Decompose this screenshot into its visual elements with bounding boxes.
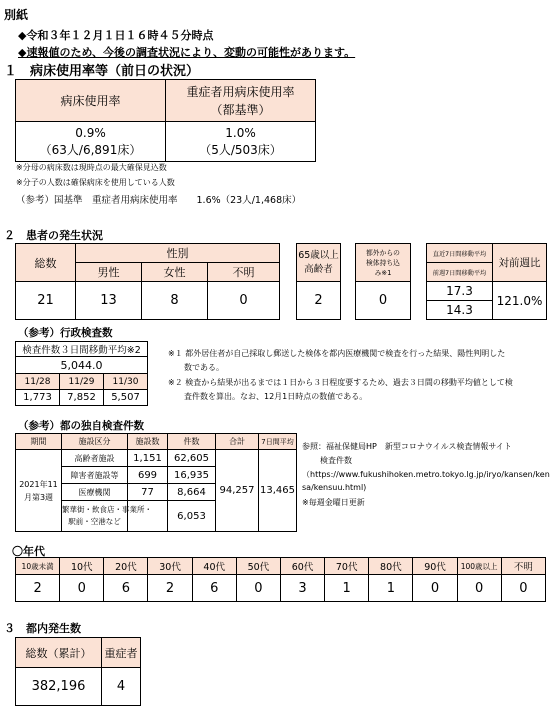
age-value: 0 bbox=[60, 575, 104, 602]
bed-usage-value: 0.9% （63人/6,891床） bbox=[16, 122, 166, 162]
age-value: 0 bbox=[501, 575, 545, 602]
avg-prev-value: 14.3 bbox=[427, 301, 493, 320]
footnote-1-line2: 数である。 bbox=[184, 363, 224, 372]
elderly-value: 2 bbox=[297, 282, 341, 320]
age-label: 60代 bbox=[280, 558, 324, 575]
cumulative-header: 総数（累計） bbox=[16, 638, 102, 668]
col-facilities-header: 施設数 bbox=[128, 434, 168, 450]
age-value: 6 bbox=[192, 575, 236, 602]
outside-table bbox=[355, 243, 411, 320]
table-row: 障害者施設等 bbox=[62, 467, 128, 484]
col-period-header: 期間 bbox=[16, 434, 62, 450]
table-row: 16,935 bbox=[168, 467, 216, 484]
admin-test-count: 1,773 bbox=[16, 390, 60, 406]
section1-title: １ 病床使用率等（前日の状況） bbox=[4, 64, 200, 79]
gender-header: 性別 bbox=[76, 244, 280, 263]
table-row: 高齢者施設 bbox=[62, 450, 128, 467]
avg-recent-value: 17.3 bbox=[427, 282, 493, 301]
bed-usage-table bbox=[15, 79, 316, 162]
admin-test-count: 5,507 bbox=[104, 390, 148, 406]
severe-bed-usage-value: 1.0% （5人/503床） bbox=[166, 122, 316, 162]
period-cell: 2021年11 月第3週 bbox=[16, 450, 62, 532]
age-value: 3 bbox=[280, 575, 324, 602]
female-value: 8 bbox=[142, 282, 208, 320]
independent-tests-title: （参考）都の独自検査件数 bbox=[18, 420, 144, 432]
admin-tests-title: （参考）行政検査数 bbox=[18, 327, 113, 339]
age-value: 1 bbox=[369, 575, 413, 602]
table-row: 77 bbox=[128, 484, 168, 501]
bed-usage-header: 病床使用率 bbox=[16, 80, 166, 122]
col-count-header: 件数 bbox=[168, 434, 216, 450]
table-row: 6,053 bbox=[168, 501, 216, 532]
age-value: 2 bbox=[16, 575, 60, 602]
age-value: 0 bbox=[236, 575, 280, 602]
reference-url-line1[interactable]: （https://www.fukushihoken.metro.tokyo.lg.jp/iryo/kansen/ken bbox=[302, 470, 550, 479]
reference-line1: 参照：福祉保健局HP 新型コロナウイルス検査情報サイト bbox=[302, 442, 512, 451]
age-label: 100歳以上 bbox=[457, 558, 501, 575]
table-row: 62,605 bbox=[168, 450, 216, 467]
col-total-header: 合計 bbox=[216, 434, 259, 450]
age-value: 6 bbox=[104, 575, 148, 602]
age-value: 1 bbox=[325, 575, 369, 602]
section2-title: ２ 患者の発生状況 bbox=[4, 229, 103, 242]
table-row: 8,664 bbox=[168, 484, 216, 501]
timestamp: ◆令和３年１２月１日１６時４５分時点 bbox=[18, 29, 214, 42]
col-avg7-header: 7日間平均 bbox=[259, 434, 297, 450]
attachment-label: 別紙 bbox=[4, 8, 29, 22]
total-cell: 94,257 bbox=[216, 450, 259, 532]
disclaimer: ◆速報値のため、今後の調査状況により、変動の可能性があります。 bbox=[18, 46, 356, 59]
avg-recent-header: 直近7日間移動平均 bbox=[427, 244, 493, 263]
moving-average-table bbox=[426, 243, 547, 320]
age-label: 10歳未満 bbox=[16, 558, 60, 575]
outside-header: 都外からの 検体持ち込 み※1 bbox=[356, 244, 411, 282]
age-label: 80代 bbox=[369, 558, 413, 575]
ratio-header: 対前週比 bbox=[493, 244, 547, 282]
note-numerator: ※分子の人数は確保病床を使用している人数 bbox=[16, 178, 175, 187]
female-header: 女性 bbox=[142, 263, 208, 282]
national-standard-reference: （参考）国基準 重症者用病床使用率 1.6%（23人/1,468床） bbox=[16, 195, 302, 206]
note-denominator: ※分母の病床数は現時点の最大確保見込数 bbox=[16, 163, 167, 172]
age-label: 90代 bbox=[413, 558, 457, 575]
table-row: 繁華街・飲食店・事業所・ 駅前・空港など bbox=[62, 501, 128, 532]
severe-bed-usage-header: 重症者用病床使用率 （都基準） bbox=[166, 80, 316, 122]
age-label: 20代 bbox=[104, 558, 148, 575]
admin-tests-header: 検査件数３日間移動平均※2 bbox=[16, 342, 148, 357]
cumulative-value: 382,196 bbox=[16, 668, 102, 706]
total-value: 21 bbox=[16, 282, 76, 320]
independent-tests-table bbox=[15, 433, 297, 532]
total-header: 総数 bbox=[16, 244, 76, 282]
severe-value: 4 bbox=[102, 668, 141, 706]
age-label: 40代 bbox=[192, 558, 236, 575]
admin-test-date: 11/29 bbox=[60, 374, 104, 390]
admin-tests-table bbox=[15, 341, 148, 406]
admin-tests-average: 5,044.0 bbox=[16, 357, 148, 374]
age-value: 0 bbox=[457, 575, 501, 602]
table-row: 1,151 bbox=[128, 450, 168, 467]
footnote-1-line1: ※１ 都外居住者が自己採取し郵送した検体を都内医療機関で検査を行った結果、陽性判明した bbox=[168, 349, 506, 358]
col-category-header: 施設区分 bbox=[62, 434, 128, 450]
age-label: 不明 bbox=[501, 558, 545, 575]
outside-value: 0 bbox=[356, 282, 411, 320]
table-row: 699 bbox=[128, 467, 168, 484]
elderly-header: 65歳以上 高齢者 bbox=[297, 244, 341, 282]
avg7-cell: 13,465 bbox=[259, 450, 297, 532]
age-table bbox=[15, 557, 546, 602]
age-label: 70代 bbox=[325, 558, 369, 575]
elderly-table bbox=[296, 243, 341, 320]
section3-title: ３ 都内発生数 bbox=[4, 622, 81, 635]
age-value: 2 bbox=[148, 575, 192, 602]
admin-test-date: 11/28 bbox=[16, 374, 60, 390]
reference-line2: 検査件数 bbox=[320, 456, 352, 465]
male-value: 13 bbox=[76, 282, 142, 320]
reference-update-note: ※毎週金曜日更新 bbox=[302, 498, 365, 507]
male-header: 男性 bbox=[76, 263, 142, 282]
age-value: 0 bbox=[413, 575, 457, 602]
footnote-2-line1: ※２ 検査から結果が出るまでは１日から３日程度要するため、過去３日間の移動平均値として検 bbox=[168, 378, 513, 387]
ratio-value: 121.0% bbox=[493, 282, 547, 320]
age-label: 10代 bbox=[60, 558, 104, 575]
severe-header: 重症者 bbox=[102, 638, 141, 668]
table-row: 医療機関 bbox=[62, 484, 128, 501]
unknown-header: 不明 bbox=[208, 263, 280, 282]
age-title: 〇年代 bbox=[12, 545, 45, 558]
admin-test-count: 7,852 bbox=[60, 390, 104, 406]
admin-test-date: 11/30 bbox=[104, 374, 148, 390]
avg-prev-header: 前週7日間移動平均 bbox=[427, 263, 493, 282]
reference-url-line2[interactable]: sa/kensuu.html) bbox=[302, 483, 367, 492]
cumulative-table bbox=[15, 637, 141, 706]
age-label: 30代 bbox=[148, 558, 192, 575]
age-label: 50代 bbox=[236, 558, 280, 575]
patient-table bbox=[15, 243, 280, 320]
footnote-2-line2: 査件数を算出。なお、12月1日時点の数値である。 bbox=[184, 392, 368, 401]
unknown-value: 0 bbox=[208, 282, 280, 320]
